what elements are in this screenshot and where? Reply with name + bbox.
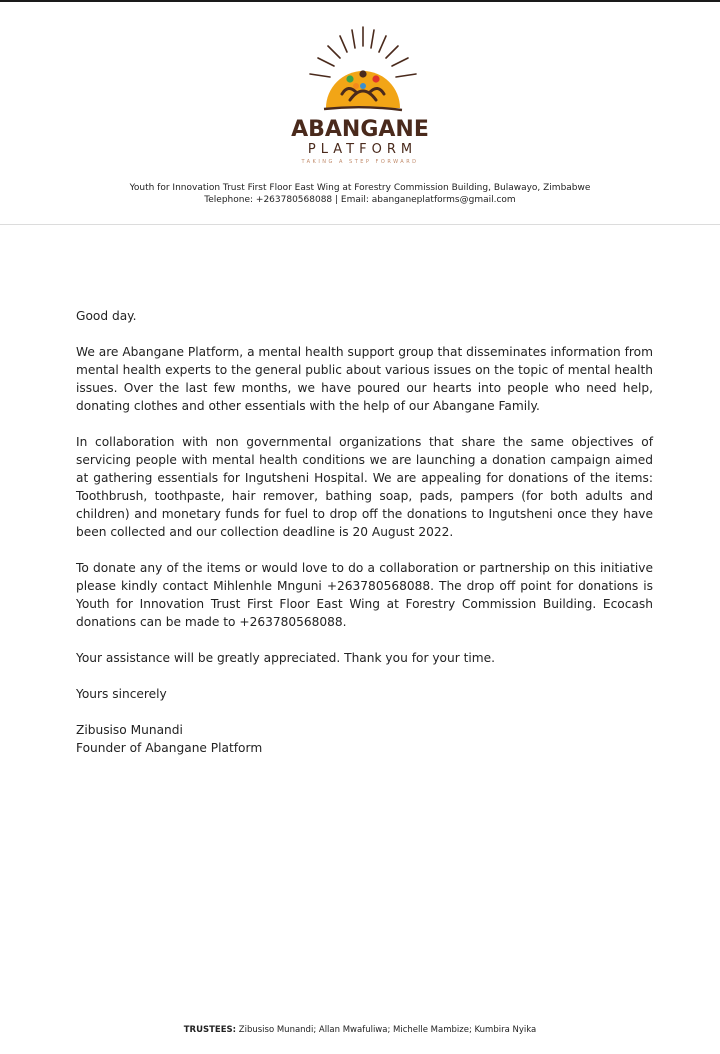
- top-rule: [0, 0, 720, 2]
- signer-name: Zibusiso Munandi: [76, 723, 183, 737]
- signer-title: Founder of Abangane Platform: [76, 741, 263, 755]
- greeting: Good day.: [76, 309, 137, 323]
- brand-subtitle: PLATFORM: [307, 142, 418, 157]
- brown-dot: [359, 70, 366, 77]
- trustees-label: TRUSTEES:: [183, 1025, 237, 1035]
- red-dot: [372, 75, 379, 82]
- trustees-footer: [0, 1025, 720, 1035]
- green-dot: [346, 75, 353, 82]
- letter-body: [76, 307, 653, 757]
- ground-line: [324, 107, 402, 110]
- sun-rays: [310, 27, 416, 77]
- letterhead-address: [0, 182, 720, 206]
- paragraph-contact: To donate any of the items or would love to do a collaboration or partnership on this initiative please kindly contact Mihlenhle Mnguni +263780568088. The drop off point for donations is Youth for Innovation Trust First Floor East Wing at Forestry Commission Building. Ecocash donations can be made to +263780568088.: [76, 561, 653, 629]
- blue-dot: [360, 83, 366, 89]
- closing: Yours sincerely: [76, 687, 167, 701]
- brand-name: ABANGANE: [291, 117, 429, 142]
- brand-tagline: TAKING A STEP FORWARD: [301, 159, 419, 165]
- paragraph-campaign: In collaboration with non governmental organizations that share the same objectives of servicing people with mental health conditions we are launching a donation campaign aimed at gathering essentials for Ingutsheni Hospital. We are appealing for donations of the items: Toothbrush, toothpaste, hair remover, bathing soap, pads, pampers (for both adults and children) and monetary funds for fuel to drop off the donations to Ingutsheni once they have been collected and our collection deadline is 20 August 2022.: [76, 435, 653, 539]
- orange-dot: [353, 83, 359, 89]
- header-divider: [0, 224, 720, 225]
- sun-logo-icon: [290, 22, 436, 122]
- contact-line: Telephone: +263780568088 | Email: abanganeplatforms@gmail.com: [204, 195, 516, 205]
- trustees-names: Zibusiso Munandi; Allan Mwafuliwa; Michelle Mambize; Kumbira Nyika: [236, 1025, 537, 1035]
- paragraph-intro: We are Abangane Platform, a mental health support group that disseminates information from mental health experts to the general public about various issues on the topic of mental health issues. Over the last few months, we have poured our hearts into people who need help, donating clothes and other essentials with the help of our Abangane Family.: [76, 345, 653, 413]
- paragraph-thanks: Your assistance will be greatly appreciated. Thank you for your time.: [76, 651, 496, 665]
- address-line: Youth for Innovation Trust First Floor East Wing at Forestry Commission Building, Bulawayo, Zimbabwe: [129, 183, 591, 193]
